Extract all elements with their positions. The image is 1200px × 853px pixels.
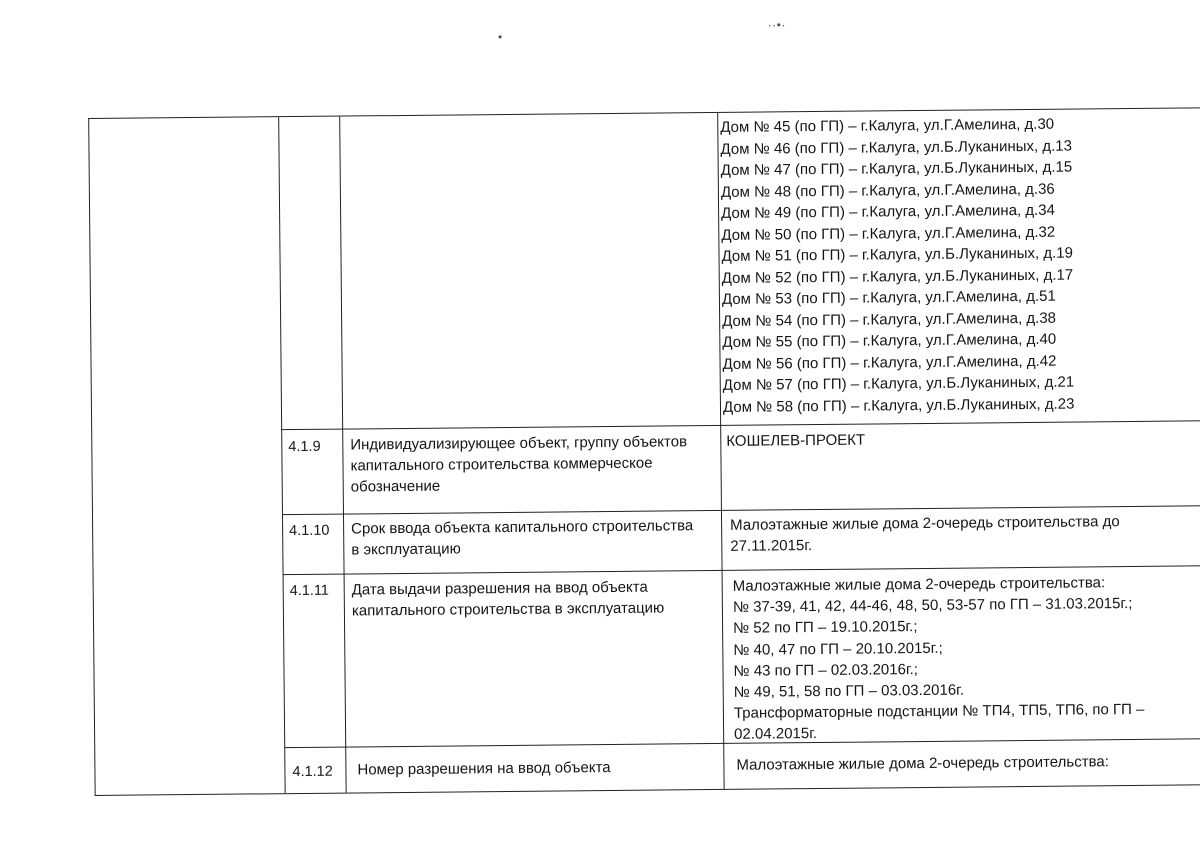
row-label: Номер разрешения на ввод объекта (357, 759, 611, 779)
row-value: КОШЕЛЕВ-ПРОЕКТ (726, 431, 866, 450)
house-address: Дом № 55 (по ГП) – г.Калуга, ул.Г.Амелина, д.40 (722, 330, 1057, 351)
scan-speck: ∙∙•∙ (768, 18, 787, 32)
row-label: Дата выдачи разрешения на ввод объекта капитального строительства в эксплуатацию (351, 578, 665, 620)
house-address: Дом № 58 (по ГП) – г.Калуга, ул.Б.Луканиных, д.23 (722, 395, 1075, 416)
house-address: Дом № 54 (по ГП) – г.Калуга, ул.Г.Амелина, д.38 (722, 309, 1057, 330)
row-label: Срок ввода объекта капитального строительства в эксплуатацию (351, 517, 694, 559)
scan-speck: • (498, 30, 504, 44)
row-value: Малоэтажные жилые дома 2-очередь строительства: (736, 753, 1109, 774)
house-address: Дом № 45 (по ГП) – г.Калуга, ул.Г.Амелина, д.30 (720, 115, 1055, 136)
row-value: Малоэтажные жилые дома 2-очередь строительства: № 37-39, 41, 42, 44-46, 48, 50, 53-57 по ГП – 31.03.2015г.; № 52 по ГП – 19.10.2015г.; № 40, 47 по ГП – 20.10.2015г.; № 43 по ГП – 02.03.2016г.; № 49, 51, 58 по ГП – 03.03.2016г. Трансформаторные подстанции № ТП4, ТП5, ТП6, по ГП – 02.04.2015г. (732, 574, 1145, 744)
column-divider (339, 117, 346, 793)
row-number: 4.1.11 (289, 582, 330, 600)
row-number: 4.1.10 (289, 522, 330, 540)
house-address: Дом № 47 (по ГП) – г.Калуга, ул.Б.Луканиных, д.15 (720, 158, 1073, 179)
house-address: Дом № 57 (по ГП) – г.Калуга, ул.Б.Луканиных, д.21 (722, 373, 1075, 394)
house-address: Дом № 51 (по ГП) – г.Калуга, ул.Б.Луканиных, д.19 (721, 244, 1074, 265)
column-divider (278, 117, 285, 793)
row-divider (281, 420, 1200, 430)
table-frame (88, 107, 1200, 796)
house-address: Дом № 46 (по ГП) – г.Калуга, ул.Б.Луканиных, д.13 (720, 137, 1073, 158)
house-address-list (720, 114, 1074, 418)
document-sheet (88, 89, 1200, 810)
house-address: Дом № 56 (по ГП) – г.Калуга, ул.Г.Амелина, д.42 (722, 352, 1057, 373)
row-number: 4.1.12 (292, 763, 333, 781)
house-address: Дом № 49 (по ГП) – г.Калуга, ул.Г.Амелина, д.34 (721, 201, 1056, 222)
row-number: 4.1.9 (288, 438, 321, 456)
row-value: Малоэтажные жилые дома 2-очередь строительства до 27.11.2015г. (730, 513, 1120, 556)
house-address: Дом № 50 (по ГП) – г.Калуга, ул.Г.Амелина, д.32 (721, 223, 1056, 244)
house-address: Дом № 53 (по ГП) – г.Калуга, ул.Г.Амелина, д.51 (721, 287, 1056, 308)
row-label: Индивидуализирующее объект, группу объектов капитального строительства коммерческое обозначение (350, 433, 688, 496)
house-address: Дом № 48 (по ГП) – г.Калуга, ул.Г.Амелина, д.36 (720, 180, 1055, 201)
house-address: Дом № 52 (по ГП) – г.Калуга, ул.Б.Луканиных, д.17 (721, 266, 1074, 287)
